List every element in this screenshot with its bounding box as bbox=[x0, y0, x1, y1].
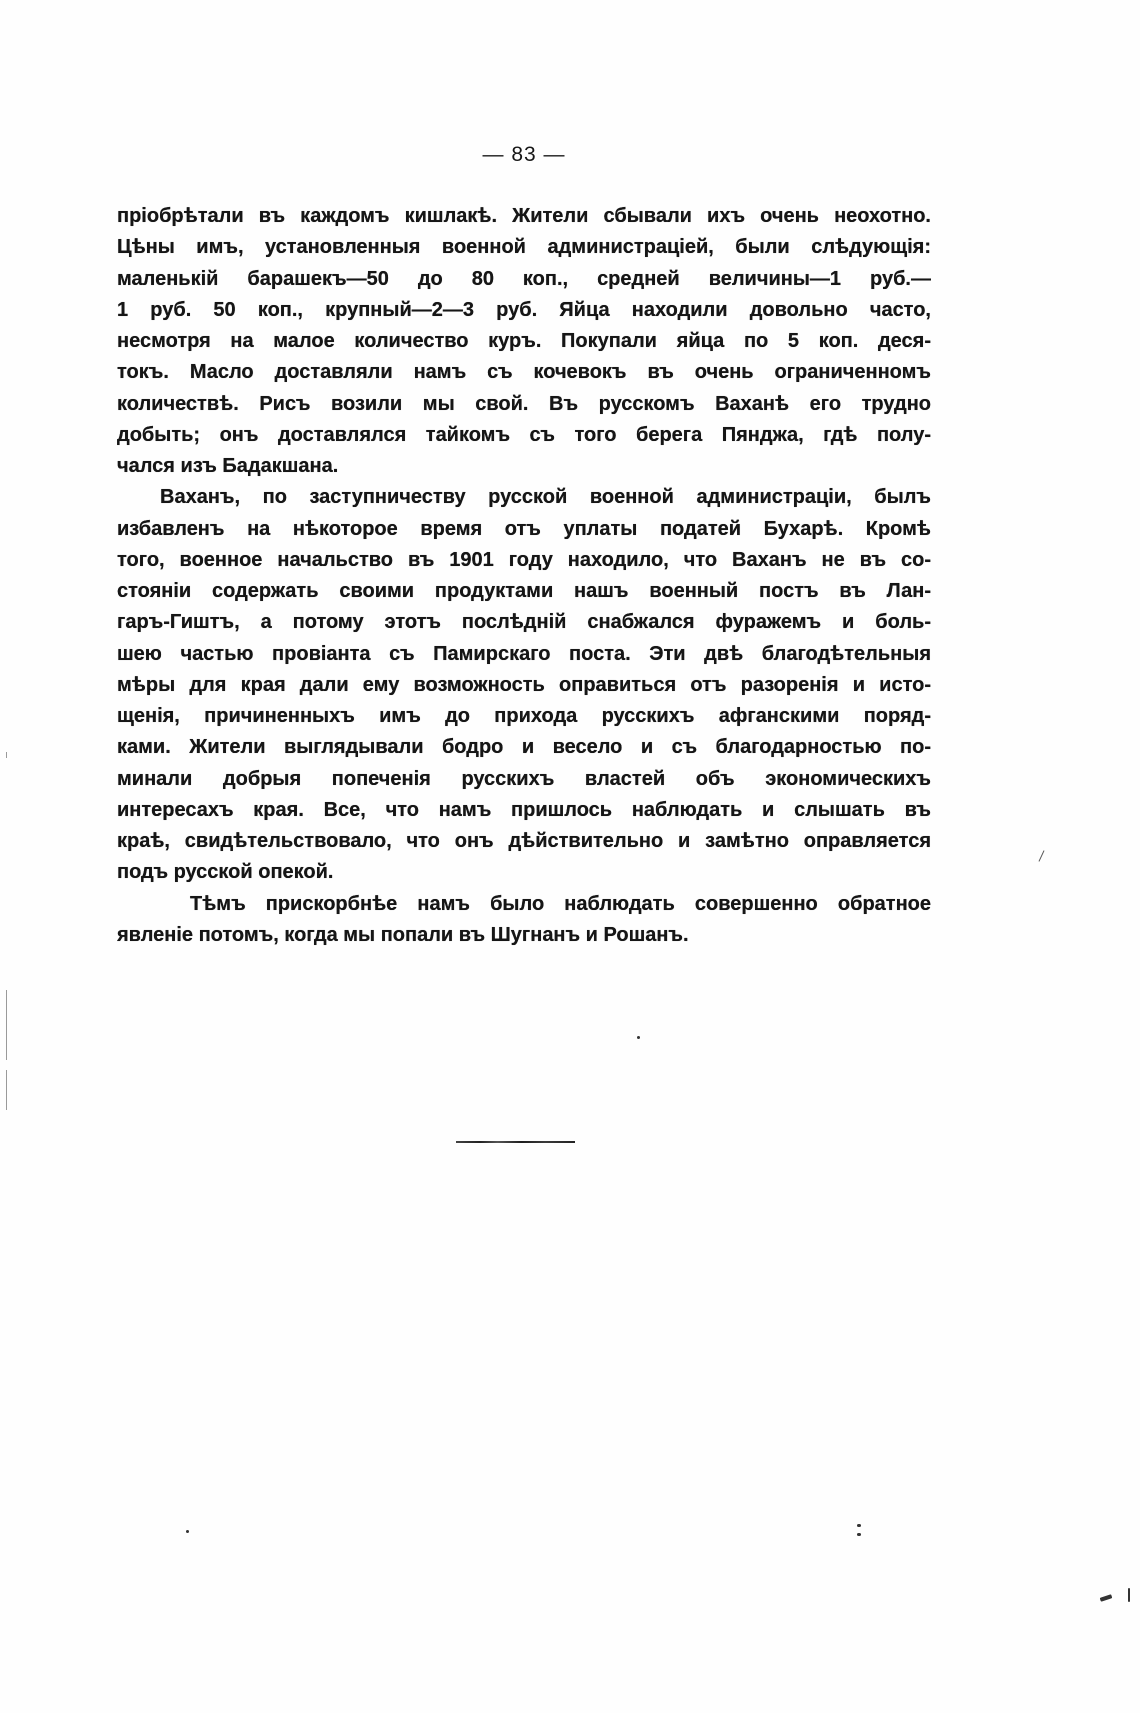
scan-speck bbox=[857, 1533, 861, 1536]
page-body bbox=[117, 201, 931, 951]
text-line: интересахъ края. Все, что намъ пришлось наблюдать и слышать въ bbox=[117, 798, 931, 821]
paragraph-2 bbox=[117, 482, 931, 888]
text-line: того, военное начальство въ 1901 году находило, что Ваханъ не въ со- bbox=[117, 548, 931, 571]
scan-speck bbox=[1039, 850, 1045, 861]
text-line: ками. Жители выглядывали бодро и весело и съ благодарностью по- bbox=[117, 736, 931, 759]
text-line: пріобрѣтали въ каждомъ кишлакѣ. Жители сбывали ихъ очень неохотно. bbox=[117, 205, 931, 227]
text-line: минали добрыя попеченія русскихъ властей объ экономическихъ bbox=[117, 767, 931, 790]
text-line: мѣры для края дали ему возможность оправиться отъ разоренія и исто- bbox=[117, 673, 931, 696]
text-line: маленькій барашекъ—50 до 80 коп., средней величины—1 руб.— bbox=[117, 267, 931, 290]
text-line: несмотря на малое количество куръ. Покупали яйца по 5 коп. деся- bbox=[117, 330, 931, 352]
paragraph-3 bbox=[117, 889, 931, 952]
scan-speck bbox=[1100, 1594, 1113, 1602]
text-line: токъ. Масло доставляли намъ съ кочевокъ въ очень ограниченномъ bbox=[117, 361, 931, 384]
text-line: гаръ-Гиштъ, а потому этотъ послѣдній снабжался фуражемъ и боль- bbox=[117, 611, 931, 634]
text-line: избавленъ на нѣкоторое время отъ уплаты податей Бухарѣ. Кромѣ bbox=[117, 517, 931, 540]
text-line: подъ русской опекой. bbox=[117, 861, 334, 884]
text-line: Ваханъ, по заступничеству русской военной администраціи, былъ bbox=[160, 486, 931, 509]
text-line: Цѣны имъ, установленныя военной администраціей, были слѣдующія: bbox=[117, 236, 931, 259]
text-line: стояніи содержать своими продуктами нашъ военный постъ въ Лан- bbox=[117, 580, 931, 602]
scan-speck bbox=[186, 1530, 189, 1533]
text-line: Тѣмъ прискорбнѣе намъ было наблюдать совершенно обратное bbox=[190, 892, 931, 915]
text-line: краѣ, свидѣтельствовало, что онъ дѣйствительно и замѣтно оправляется bbox=[117, 830, 931, 852]
text-line: 1 руб. 50 коп., крупный—2—3 руб. Яйца находили довольно часто, bbox=[117, 298, 931, 321]
scan-speck bbox=[637, 1036, 640, 1039]
paragraph-1 bbox=[117, 201, 931, 482]
scan-margin-mark bbox=[6, 752, 7, 758]
text-line: добыть; онъ доставлялся тайкомъ съ того берега Пянджа, гдѣ полу- bbox=[117, 423, 931, 446]
scan-margin-mark bbox=[6, 1070, 7, 1110]
text-line: шею частью провіанта съ Памирскаго поста. Эти двѣ благодѣтельныя bbox=[117, 642, 931, 665]
page-number: — 83 — bbox=[482, 143, 566, 166]
scan-margin-mark bbox=[6, 990, 7, 1060]
scan-speck bbox=[1128, 1588, 1130, 1602]
text-line: количествѣ. Рисъ возили мы свой. Въ русскомъ Ваханѣ его трудно bbox=[117, 392, 931, 415]
text-line: щенія, причиненныхъ имъ до прихода русскихъ афганскими поряд- bbox=[117, 705, 931, 727]
scan-speck bbox=[857, 1524, 861, 1527]
section-end-rule bbox=[456, 1141, 575, 1143]
text-line: чался изъ Бадакшана. bbox=[117, 455, 339, 477]
text-line: явленіе потомъ, когда мы попали въ Шугнанъ и Рошанъ. bbox=[117, 923, 689, 946]
